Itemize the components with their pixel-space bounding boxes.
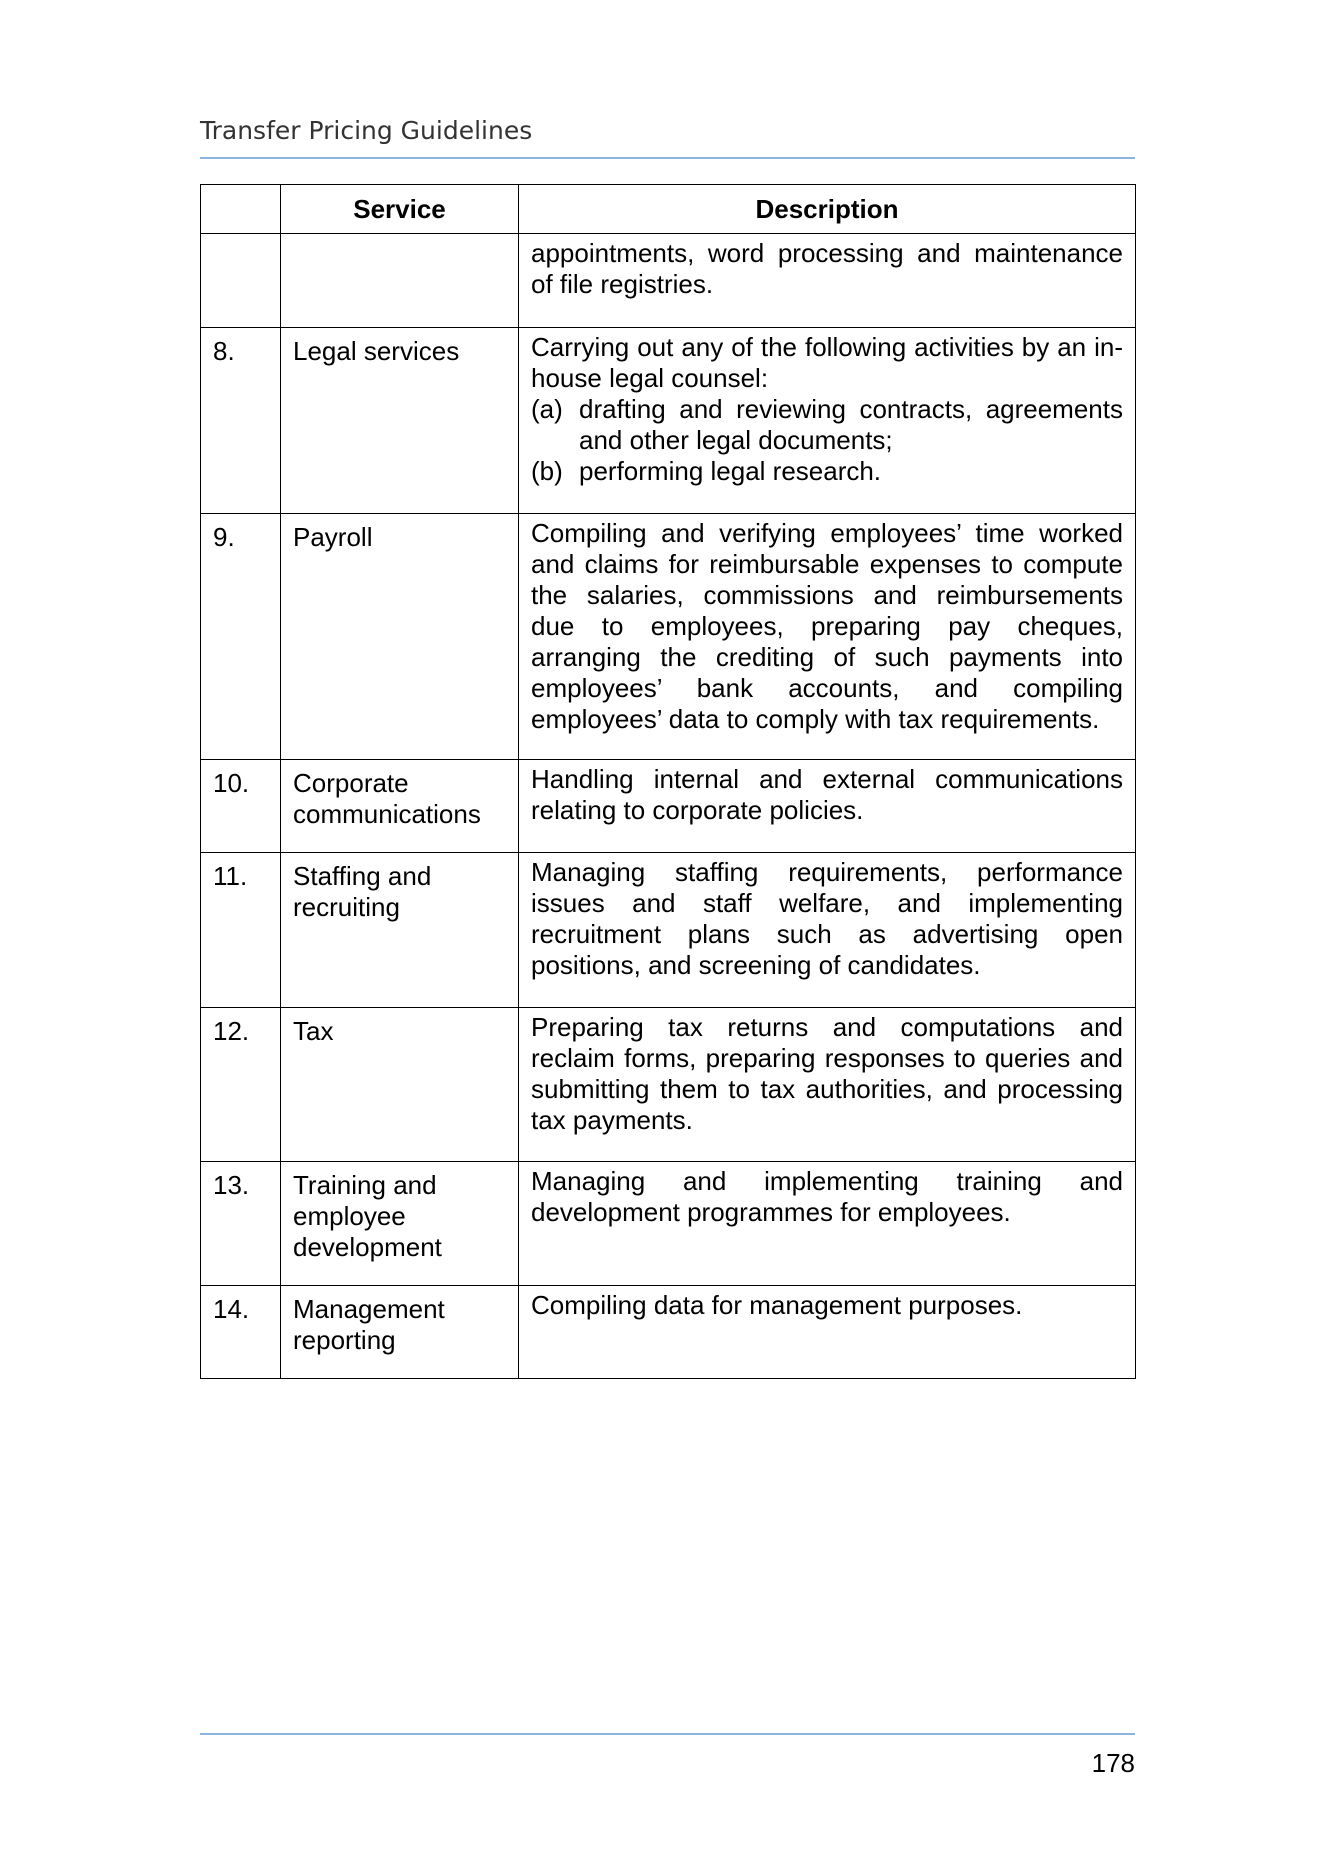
services-table: [200, 184, 1136, 1379]
row-number: 10.: [201, 760, 281, 853]
footer-rule: [200, 1733, 1135, 1735]
list-item-text: performing legal research.: [579, 456, 882, 486]
page-number: 178: [1091, 1748, 1135, 1778]
table-row: [201, 1286, 1136, 1379]
service-description: [519, 1286, 1136, 1379]
table-row: [201, 234, 1136, 328]
service-name: [281, 234, 519, 328]
description-paragraph: Handling internal and external communications relating to corporate policies.: [531, 764, 1123, 825]
list-item-label: (a): [531, 394, 563, 424]
description-list-item: [531, 394, 1123, 456]
column-header-number: [201, 185, 281, 234]
description-paragraph: Managing and implementing training and development programmes for employees.: [531, 1166, 1123, 1227]
service-description: [519, 760, 1136, 853]
running-header: Transfer Pricing Guidelines: [200, 116, 533, 145]
description-paragraph: appointments, word processing and maintenance of file registries.: [531, 238, 1123, 299]
row-number: [201, 234, 281, 328]
table-row: [201, 760, 1136, 853]
service-name: Staffing and recruiting: [281, 853, 519, 1008]
service-description: [519, 514, 1136, 760]
table-body: [201, 234, 1136, 1379]
service-name: Legal services: [281, 328, 519, 514]
table-row: [201, 514, 1136, 760]
list-item-label: (b): [531, 456, 563, 486]
service-name: Training and employee development: [281, 1162, 519, 1286]
table-row: [201, 1162, 1136, 1286]
service-description: [519, 1162, 1136, 1286]
row-number: 13.: [201, 1162, 281, 1286]
service-name: Payroll: [281, 514, 519, 760]
description-paragraph: Compiling and verifying employees’ time worked and claims for reimbursable expenses to compute the salaries, commissions and reimbursements due to employees, preparing pay cheques, arranging the crediting of such payments into employees’ bank accounts, and compiling employees’ data to comply with tax requirements.: [531, 518, 1123, 734]
row-number: 11.: [201, 853, 281, 1008]
table-header-row: [201, 185, 1136, 234]
row-number: 9.: [201, 514, 281, 760]
row-number: 14.: [201, 1286, 281, 1379]
description-list-item: [531, 456, 1123, 487]
table-row: [201, 853, 1136, 1008]
service-name: Management reporting: [281, 1286, 519, 1379]
service-name: Tax: [281, 1008, 519, 1162]
description-paragraph: Managing staffing requirements, performance issues and staff welfare, and implementing recruitment plans such as advertising open positions, and screening of candidates.: [531, 857, 1123, 980]
table-row: [201, 328, 1136, 514]
service-description: [519, 328, 1136, 514]
service-description: [519, 853, 1136, 1008]
service-name: Corporate communications: [281, 760, 519, 853]
list-item-text: drafting and reviewing contracts, agreements and other legal documents;: [579, 394, 1123, 455]
description-paragraph: Preparing tax returns and computations and reclaim forms, preparing responses to queries and submitting them to tax authorities, and processing tax payments.: [531, 1012, 1123, 1135]
header-rule: [200, 157, 1135, 159]
column-header-description: Description: [519, 185, 1136, 234]
table-row: [201, 1008, 1136, 1162]
row-number: 8.: [201, 328, 281, 514]
description-paragraph: Compiling data for management purposes.: [531, 1290, 1023, 1320]
description-paragraph: Carrying out any of the following activities by an in-house legal counsel:: [531, 332, 1123, 393]
service-description: [519, 234, 1136, 328]
column-header-service: Service: [281, 185, 519, 234]
row-number: 12.: [201, 1008, 281, 1162]
service-description: [519, 1008, 1136, 1162]
